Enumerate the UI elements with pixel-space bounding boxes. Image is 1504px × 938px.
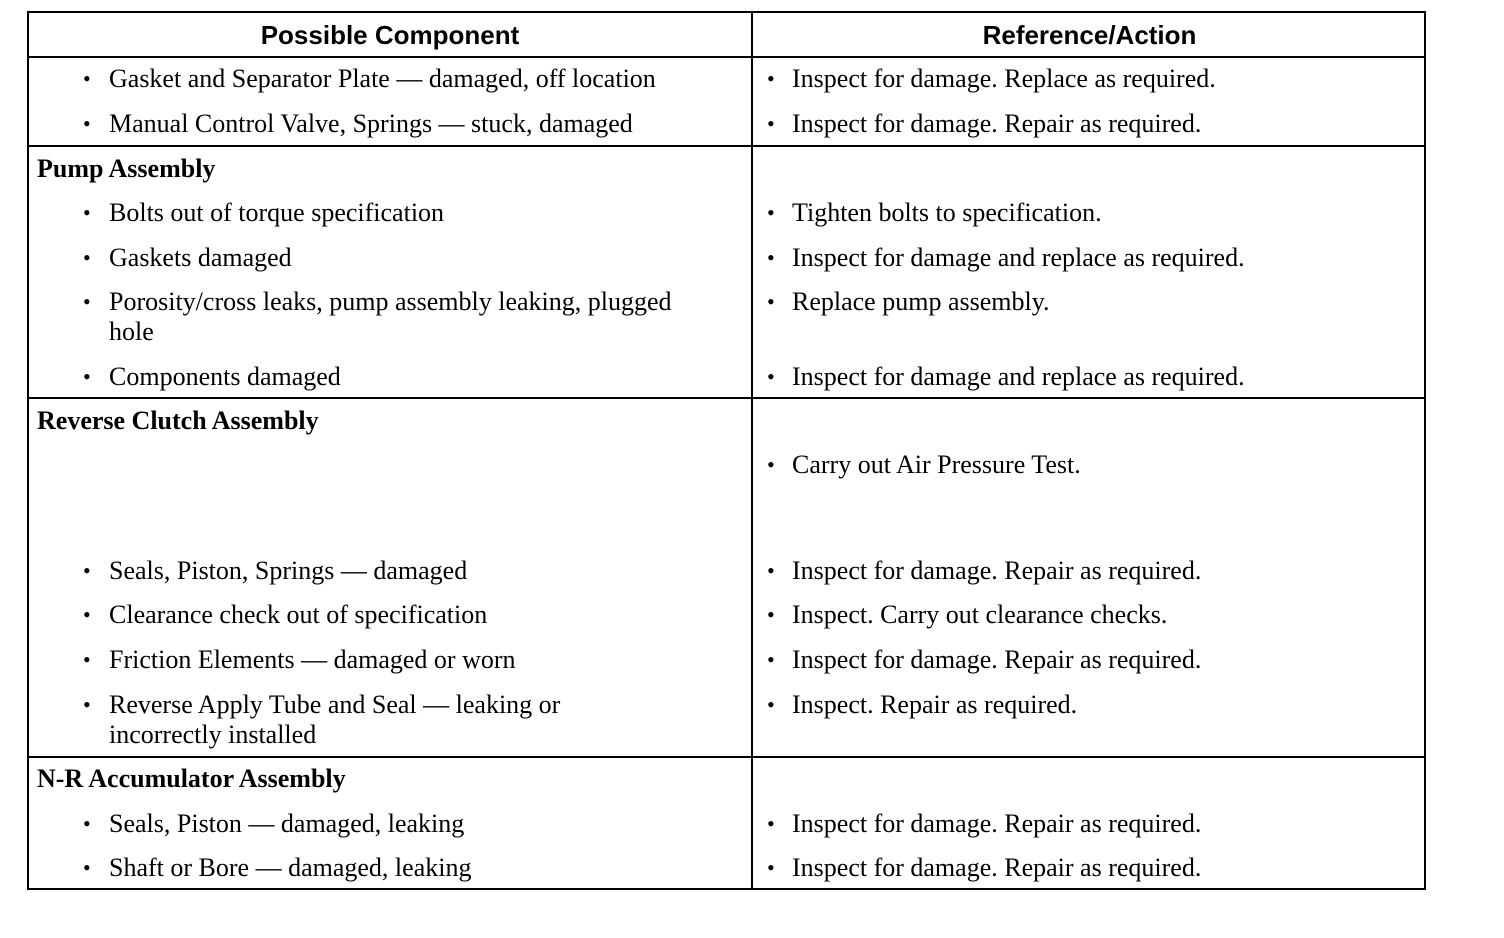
component-item: Bolts out of torque specification (109, 198, 445, 227)
action-item: Inspect for damage. Repair as required. (792, 809, 1202, 838)
header-possible-component: Possible Component (260, 19, 520, 50)
section-divider (29, 397, 1424, 399)
component-item: Gaskets damaged (109, 243, 292, 272)
bullet: • (767, 66, 775, 91)
component-item: Seals, Piston — damaged, leaking (109, 809, 465, 838)
action-item: Inspect for damage and replace as required. (792, 362, 1245, 391)
component-item: Components damaged (109, 362, 341, 391)
bullet: • (83, 602, 91, 627)
action-item: Inspect for damage. Replace as required. (792, 64, 1216, 93)
action-item: Carry out Air Pressure Test. (792, 450, 1081, 479)
bullet: • (767, 602, 775, 627)
component-item: Seals, Piston, Springs — damaged (109, 556, 468, 585)
action-item: Tighten bolts to specification. (792, 198, 1102, 227)
bullet: • (83, 200, 91, 225)
action-item: Inspect for damage and replace as required. (792, 243, 1245, 272)
bullet: • (767, 245, 775, 270)
section-title-nr-accumulator-assembly: N-R Accumulator Assembly (37, 764, 346, 793)
action-item: Inspect for damage. Repair as required. (792, 556, 1202, 585)
bullet: • (83, 855, 91, 880)
bullet: • (767, 289, 775, 314)
action-item: Inspect for damage. Repair as required. (792, 853, 1202, 882)
component-item-line1: Porosity/cross leaks, pump assembly leaking, plugged (109, 287, 672, 316)
component-item: Manual Control Valve, Springs — stuck, damaged (109, 109, 633, 138)
bullet: • (767, 855, 775, 880)
bullet: • (767, 647, 775, 672)
header-reference-action: Reference/Action (982, 19, 1197, 50)
bullet: • (767, 452, 775, 477)
bullet: • (83, 692, 91, 717)
bullet: • (83, 245, 91, 270)
bullet: • (767, 811, 775, 836)
section-title-pump-assembly: Pump Assembly (37, 154, 216, 183)
bullet: • (83, 364, 91, 389)
action-item: Replace pump assembly. (792, 287, 1050, 316)
bullet: • (83, 111, 91, 136)
bullet: • (83, 811, 91, 836)
bullet: • (83, 66, 91, 91)
bullet: • (767, 111, 775, 136)
component-item-line1: Reverse Apply Tube and Seal — leaking or (109, 690, 561, 719)
diagnosis-table (27, 11, 1426, 890)
bullet: • (83, 647, 91, 672)
action-item: Inspect for damage. Repair as required. (792, 645, 1202, 674)
action-item: Inspect. Carry out clearance checks. (792, 600, 1168, 629)
bullet: • (767, 364, 775, 389)
bullet: • (767, 558, 775, 583)
bullet: • (83, 289, 91, 314)
action-item: Inspect for damage. Repair as required. (792, 109, 1202, 138)
component-item: Clearance check out of specification (109, 600, 488, 629)
bullet: • (767, 692, 775, 717)
header-divider (29, 56, 1424, 58)
action-item: Inspect. Repair as required. (792, 690, 1078, 719)
component-item-line2: hole (109, 317, 154, 346)
component-item: Shaft or Bore — damaged, leaking (109, 853, 472, 882)
component-item: Gasket and Separator Plate — damaged, off location (109, 64, 656, 93)
component-item: Friction Elements — damaged or worn (109, 645, 516, 674)
bullet: • (767, 200, 775, 225)
component-item-line2: incorrectly installed (109, 720, 317, 749)
section-divider (29, 145, 1424, 147)
section-title-reverse-clutch-assembly: Reverse Clutch Assembly (37, 406, 319, 435)
bullet: • (83, 558, 91, 583)
section-divider (29, 756, 1424, 758)
